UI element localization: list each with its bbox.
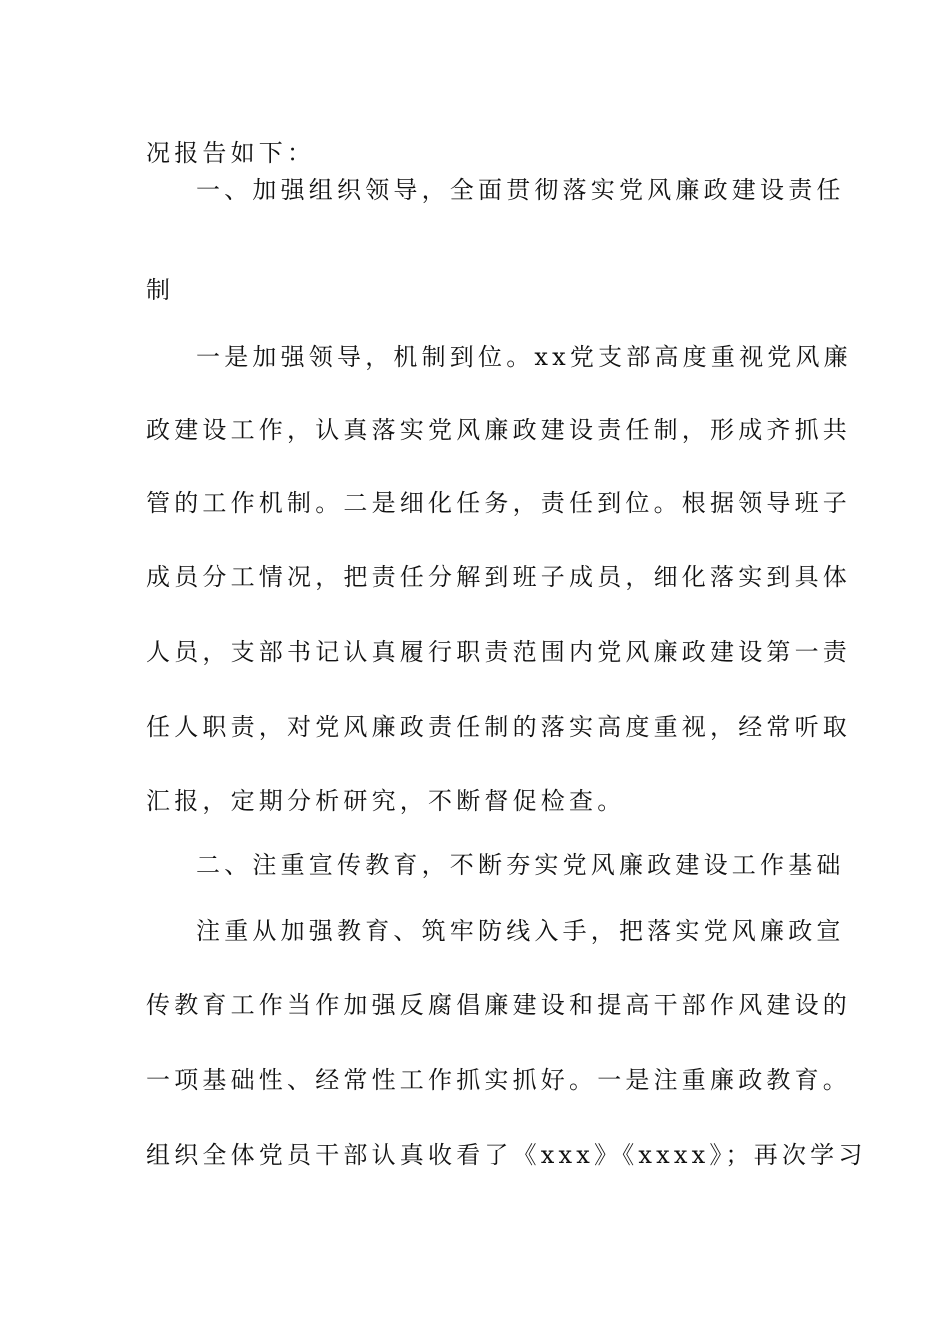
paragraph-1-line-3: 管的工作机制。二是细化任务，责任到位。根据领导班子	[146, 489, 851, 517]
paragraph-2-line-1: 注重从加强教育、筑牢防线入手，把落实党风廉政宣	[196, 917, 845, 945]
paragraph-1-line-5: 人员，支部书记认真履行职责范围内党风廉政建设第一责	[146, 638, 851, 666]
paragraph-2-line-3: 一项基础性、经常性工作抓实抓好。一是注重廉政教育。	[146, 1066, 851, 1094]
section-heading-1: 一、加强组织领导，全面贯彻落实党风廉政建设责任	[196, 176, 845, 204]
text-line-1: 况报告如下：	[146, 139, 316, 167]
paragraph-1-line-6: 任人职责，对党风廉政责任制的落实高度重视，经常听取	[146, 713, 851, 741]
paragraph-1-line-4: 成员分工情况，把责任分解到班子成员，细化落实到具体	[146, 563, 851, 591]
paragraph-2-line-4: 组织全体党员干部认真收看了《xxx》《xxxx》；再次学习	[146, 1141, 867, 1169]
paragraph-1-line-2: 政建设工作，认真落实党风廉政建设责任制，形成齐抓共	[146, 416, 851, 444]
section-heading-2: 二、注重宣传教育，不断夯实党风廉政建设工作基础	[196, 851, 845, 879]
paragraph-2-line-2: 传教育工作当作加强反腐倡廉建设和提高干部作风建设的	[146, 991, 851, 1019]
section-heading-1-continued: 制	[146, 276, 175, 304]
paragraph-1-line-1: 一是加强领导，机制到位。xx党支部高度重视党风廉	[196, 343, 852, 371]
paragraph-1-line-7: 汇报，定期分析研究，不断督促检查。	[146, 787, 626, 815]
